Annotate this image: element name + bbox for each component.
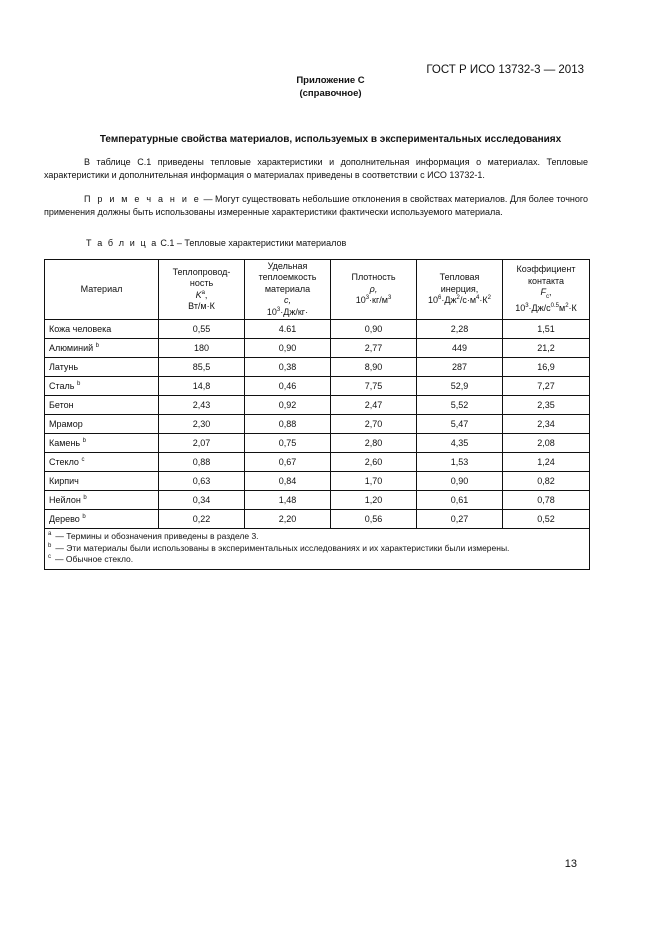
footnote-marker: b	[82, 514, 86, 520]
footnote-mark: a	[48, 531, 52, 538]
conductivity-cell: 14,8	[159, 377, 245, 396]
contact-coefficient-cell: 0,82	[503, 472, 590, 491]
density-cell: 1,20	[331, 491, 417, 510]
footnote-mark: b	[48, 542, 52, 549]
footnote-text: — Обычное стекло.	[55, 554, 134, 564]
table-row	[45, 453, 590, 472]
material-cell: Алюминий $^b$	[45, 339, 159, 358]
contact-coefficient-cell: 2,35	[503, 396, 590, 415]
conductivity-cell: 0,22	[159, 510, 245, 529]
footnote-marker: b	[95, 343, 100, 349]
document-code: ГОСТ Р ИСО 13732-3 — 2013	[426, 64, 584, 76]
density-cell: 2,80	[331, 434, 417, 453]
material-cell: Стекло $^c$	[45, 453, 159, 472]
table-body	[45, 320, 590, 529]
conductivity-cell: 2,07	[159, 434, 245, 453]
density-cell: 0,56	[331, 510, 417, 529]
specific-heat-cell: 0,46	[245, 377, 331, 396]
specific-heat-cell: 0,38	[245, 358, 331, 377]
contact-coefficient-cell: 0,52	[503, 510, 590, 529]
conductivity-cell: 180	[159, 339, 245, 358]
density-cell: 2,70	[331, 415, 417, 434]
footnote	[48, 554, 586, 566]
table-row	[45, 339, 590, 358]
footnote-text: — Термины и обозначения приведены в разделе 3.	[55, 531, 259, 541]
inertia-cell: 2,28	[417, 320, 503, 339]
table-row	[45, 472, 590, 491]
inertia-cell: 0,90	[417, 472, 503, 491]
header-conductivity: Теплопровод- ность $K^a$, Вт/м·К	[159, 260, 245, 320]
material-cell: Дерево $^b$	[45, 510, 159, 529]
table-row	[45, 415, 590, 434]
section-title: Температурные свойства материалов, используемых в экспериментальных исследованиях	[99, 134, 562, 145]
footnote-marker: c	[81, 457, 85, 463]
inertia-cell: 0,27	[417, 510, 503, 529]
inertia-cell: 5,52	[417, 396, 503, 415]
contact-coefficient-cell: 7,27	[503, 377, 590, 396]
inertia-cell: 1,53	[417, 453, 503, 472]
table-caption-text: С.1 – Тепловые характеристики материалов	[157, 238, 347, 248]
table-caption	[86, 238, 346, 248]
note-paragraph	[44, 193, 588, 219]
specific-heat-cell: 0,92	[245, 396, 331, 415]
table-row	[45, 377, 590, 396]
density-cell: 7,75	[331, 377, 417, 396]
conductivity-cell: 0,34	[159, 491, 245, 510]
notes-row	[45, 529, 590, 570]
footnote-text: — Эти материалы были использованы в экспериментальных исследованиях и их характеристики были измерены.	[55, 542, 510, 553]
table-row	[45, 491, 590, 510]
page-number: 13	[564, 858, 577, 870]
conductivity-cell: 2,43	[159, 396, 245, 415]
contact-coefficient-cell: 1,24	[503, 453, 590, 472]
specific-heat-cell: 0,88	[245, 415, 331, 434]
footnote	[48, 531, 586, 543]
contact-coefficient-cell: 21,2	[503, 339, 590, 358]
appendix-type: (справочное)	[299, 88, 362, 99]
intro-paragraph	[44, 156, 588, 182]
material-cell: Мрамор	[45, 415, 159, 434]
material-cell: Нейлон $^b$	[45, 491, 159, 510]
table-row	[45, 358, 590, 377]
density-cell: 1,70	[331, 472, 417, 491]
specific-heat-cell: 0,75	[245, 434, 331, 453]
footnote-marker: b	[83, 495, 87, 501]
table-header-row	[45, 260, 590, 320]
contact-coefficient-cell: 2,08	[503, 434, 590, 453]
appendix-title: Приложение С	[296, 75, 365, 86]
appendix-heading	[0, 74, 661, 100]
table-row	[45, 510, 590, 529]
conductivity-cell: 0,88	[159, 453, 245, 472]
footnote-mark: c	[48, 554, 51, 561]
specific-heat-cell: 4.61	[245, 320, 331, 339]
density-cell: 2,47	[331, 396, 417, 415]
footnote	[48, 543, 586, 555]
table-notes	[45, 529, 590, 570]
table-row	[45, 434, 590, 453]
material-cell: Сталь $^b$	[45, 377, 159, 396]
specific-heat-cell: 0,90	[245, 339, 331, 358]
inertia-cell: 5,47	[417, 415, 503, 434]
footnote-marker: b	[82, 438, 86, 444]
inertia-cell: 0,61	[417, 491, 503, 510]
footnote-marker: b	[76, 381, 81, 387]
thermal-properties-table	[44, 259, 590, 570]
specific-heat-cell: 2,20	[245, 510, 331, 529]
density-cell: 0,90	[331, 320, 417, 339]
contact-coefficient-cell: 1,51	[503, 320, 590, 339]
specific-heat-cell: 0,67	[245, 453, 331, 472]
conductivity-cell: 0,55	[159, 320, 245, 339]
material-cell: Кирпич	[45, 472, 159, 491]
contact-coefficient-cell: 2,34	[503, 415, 590, 434]
note-text: — Могут существовать небольшие отклонения в свойствах материалов. Для более точного применения должны быть использованы измеренные характеристики фактически используемого материала.	[44, 194, 588, 217]
density-cell: 2,60	[331, 453, 417, 472]
inertia-cell: 52,9	[417, 377, 503, 396]
header-density: Плотность ρ, $10^3\cdot кг/м^3$	[331, 260, 417, 320]
conductivity-cell: 0,63	[159, 472, 245, 491]
conductivity-cell: 85,5	[159, 358, 245, 377]
density-cell: 8,90	[331, 358, 417, 377]
material-cell: Латунь	[45, 358, 159, 377]
contact-coefficient-cell: 16,9	[503, 358, 590, 377]
intro-text: В таблице С.1 приведены тепловые характеристики и дополнительная информация о материалах. Тепловые характеристики и дополнительная информация о материалах приведены в соответствии с ИСО 13732-1.	[44, 157, 588, 180]
material-cell: Бетон	[45, 396, 159, 415]
header-specific-heat: Удельная теплоемкость материала c, $10^3\cdot Дж/кг\cdot$	[245, 260, 331, 320]
header-thermal-inertia: Тепловая инерция, $10^6\cdot Дж^2/с\cdot м^4\cdot К^2$	[417, 260, 503, 320]
material-cell: Камень $^b$	[45, 434, 159, 453]
table-row	[45, 396, 590, 415]
inertia-cell: 449	[417, 339, 503, 358]
specific-heat-cell: 1,48	[245, 491, 331, 510]
table-caption-label: Т а б л и ц а	[86, 238, 158, 248]
header-contact-coefficient: Коэффициент контакта $F_c$, $10^3\cdot Дж/с^{0.5}м^2\cdot К$	[503, 260, 590, 320]
header-material: Материал	[45, 260, 159, 320]
note-label: П р и м е ч а н и е	[84, 194, 201, 204]
conductivity-cell: 2,30	[159, 415, 245, 434]
specific-heat-cell: 0,84	[245, 472, 331, 491]
material-cell: Кожа человека	[45, 320, 159, 339]
contact-coefficient-cell: 0,78	[503, 491, 590, 510]
table-row	[45, 320, 590, 339]
inertia-cell: 4,35	[417, 434, 503, 453]
inertia-cell: 287	[417, 358, 503, 377]
density-cell: 2,77	[331, 339, 417, 358]
